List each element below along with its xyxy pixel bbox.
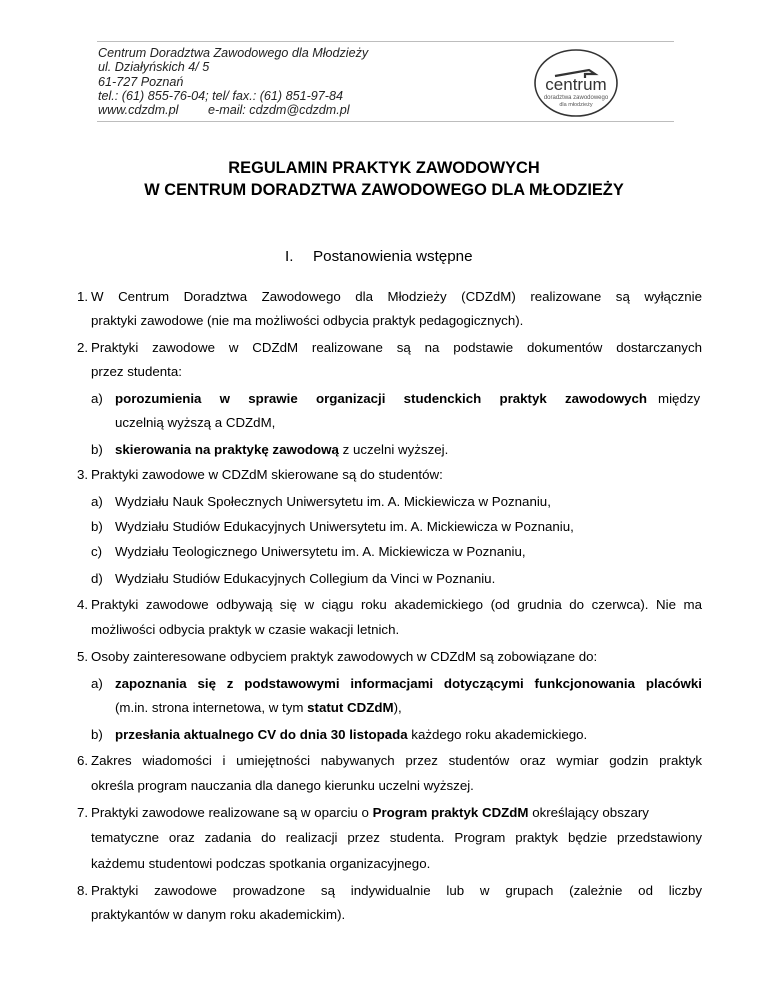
centrum-logo	[533, 48, 619, 118]
item-7-line-1	[91, 804, 702, 822]
item-6-line-2: określa program nauczania dla danego kierunku uczelni wyższej.	[91, 778, 474, 793]
item-3c: Wydziału Teologicznego Uniwersytetu im. A. Mickiewicza w Poznaniu,	[115, 544, 526, 559]
item-7-program: Program praktyk CDZdM	[372, 805, 529, 820]
header-bottom-rule	[97, 121, 674, 122]
item-3d-label: d)	[91, 571, 103, 586]
item-5a-text: (m.in. strona internetowa, w tym	[115, 700, 308, 715]
item-3: Praktyki zawodowe w CDZdM skierowane są do studentów:	[91, 467, 443, 482]
item-5b-bold: przesłania aktualnego CV do dnia 30 listopada	[115, 727, 408, 742]
item-4-line-2: możliwości odbycia praktyk w czasie wakacji letnich.	[91, 622, 400, 637]
item-2a-line-2: uczelnią wyższą a CDZdM,	[115, 415, 276, 430]
item-3c-label: c)	[91, 544, 103, 559]
web-line	[98, 103, 368, 117]
item-5b	[115, 726, 587, 744]
item-7-text-1: Praktyki zawodowe realizowane są w oparciu o	[91, 805, 373, 820]
item-2a-bold: porozumienia w sprawie organizacji studenckich praktyk zawodowych	[115, 391, 647, 406]
item-5b-rest: każdego roku akademickiego.	[407, 727, 588, 742]
item-2a-rest: między	[658, 391, 701, 406]
city: 61-727 Poznań	[98, 74, 184, 89]
logo-word: centrum	[545, 75, 607, 94]
item-7-line-2: tematyczne oraz zadania do realizacji przez studenta. Program praktyk będzie przedstawiony	[91, 830, 702, 845]
item-3b-label: b)	[91, 519, 103, 534]
item-2-line-2: przez studenta:	[91, 364, 182, 379]
item-2b-rest: z uczelni wyższej.	[338, 442, 449, 457]
item-1-number: 1.	[77, 289, 89, 304]
item-4-number: 4.	[77, 597, 89, 612]
item-5b-label: b)	[91, 727, 103, 742]
letterhead-address	[98, 46, 368, 117]
section-number: I.	[285, 248, 294, 265]
header-top-rule	[97, 41, 674, 42]
street: ul. Działyńskich 4/ 5	[98, 60, 210, 75]
item-1-line-2: praktyki zawodowe (nie ma możliwości odbycia praktyk pedagogicznych).	[91, 313, 524, 328]
item-2b-bold: skierowania na praktykę zawodową	[115, 442, 339, 457]
phone: tel.: (61) 855-76-04; tel/ fax.: (61) 851-97-84	[98, 88, 344, 103]
item-8-line-2: praktykantów w danym roku akademickim).	[91, 907, 346, 922]
item-7-text-2: określający obszary	[528, 805, 649, 820]
item-6-line-1: Zakres wiadomości i umiejętności nabywanych przez studentów oraz wymiar godzin praktyk	[91, 753, 702, 768]
item-3-number: 3.	[77, 467, 89, 482]
item-1-line-1: W Centrum Doradztwa Zawodowego dla Młodzieży (CDZdM) realizowane są wyłącznie	[91, 289, 702, 304]
logo-subtitle-2: dla młodzieży	[559, 102, 593, 108]
item-5a-bold: zapoznania się z podstawowymi informacjami dotyczącymi funkcjonowania placówki	[115, 676, 702, 691]
item-8-line-1: Praktyki zawodowe prowadzone są indywidualnie lub w grupach (zależnie od liczby	[91, 883, 702, 898]
item-7-number: 7.	[77, 805, 89, 820]
website-link[interactable]: www.cdzdm.pl	[98, 103, 179, 118]
item-2b	[115, 441, 448, 459]
section-title: Postanowienia wstępne	[313, 248, 473, 265]
item-5a-line-2	[115, 699, 402, 717]
item-4-line-1: Praktyki zawodowe odbywają się w ciągu roku akademickiego (od grudnia do czerwca). Nie ma	[91, 597, 702, 612]
item-3d: Wydziału Studiów Edukacyjnych Collegium da Vinci w Poznaniu.	[115, 571, 496, 586]
item-2-number: 2.	[77, 340, 89, 355]
document-title-line-1: REGULAMIN PRAKTYK ZAWODOWYCH	[228, 159, 540, 177]
document-title-line-2: W CENTRUM DORADZTWA ZAWODOWEGO DLA MŁODZIEŻY	[144, 181, 624, 199]
item-6-number: 6.	[77, 753, 89, 768]
item-5a-statut: statut CDZdM	[307, 700, 394, 715]
item-3a-label: a)	[91, 494, 103, 509]
item-5-number: 5.	[77, 649, 89, 664]
item-5a-end: ),	[393, 700, 402, 715]
item-3b: Wydziału Studiów Edukacyjnych Uniwersytetu im. A. Mickiewicza w Poznaniu,	[115, 519, 574, 534]
item-5a-label: a)	[91, 676, 103, 691]
section-heading	[285, 248, 473, 265]
item-8-number: 8.	[77, 883, 89, 898]
item-3a: Wydziału Nauk Społecznych Uniwersytetu im. A. Mickiewicza w Poznaniu,	[115, 494, 551, 509]
org-name: Centrum Doradztwa Zawodowego dla Młodzieży	[98, 46, 369, 60]
item-7-line-3: każdemu studentowi podczas spotkania organizacyjnego.	[91, 856, 431, 871]
item-2a-label: a)	[91, 391, 103, 406]
item-2-line-1: Praktyki zawodowe w CDZdM realizowane są na podstawie dokumentów dostarczanych	[91, 340, 702, 355]
item-2b-label: b)	[91, 442, 103, 457]
email-link[interactable]: e-mail: cdzdm@cdzdm.pl	[208, 103, 350, 118]
item-5: Osoby zainteresowane odbyciem praktyk zawodowych w CDZdM są zobowiązane do:	[91, 649, 598, 664]
logo-subtitle-1: doradztwa zawodowego	[543, 95, 609, 101]
